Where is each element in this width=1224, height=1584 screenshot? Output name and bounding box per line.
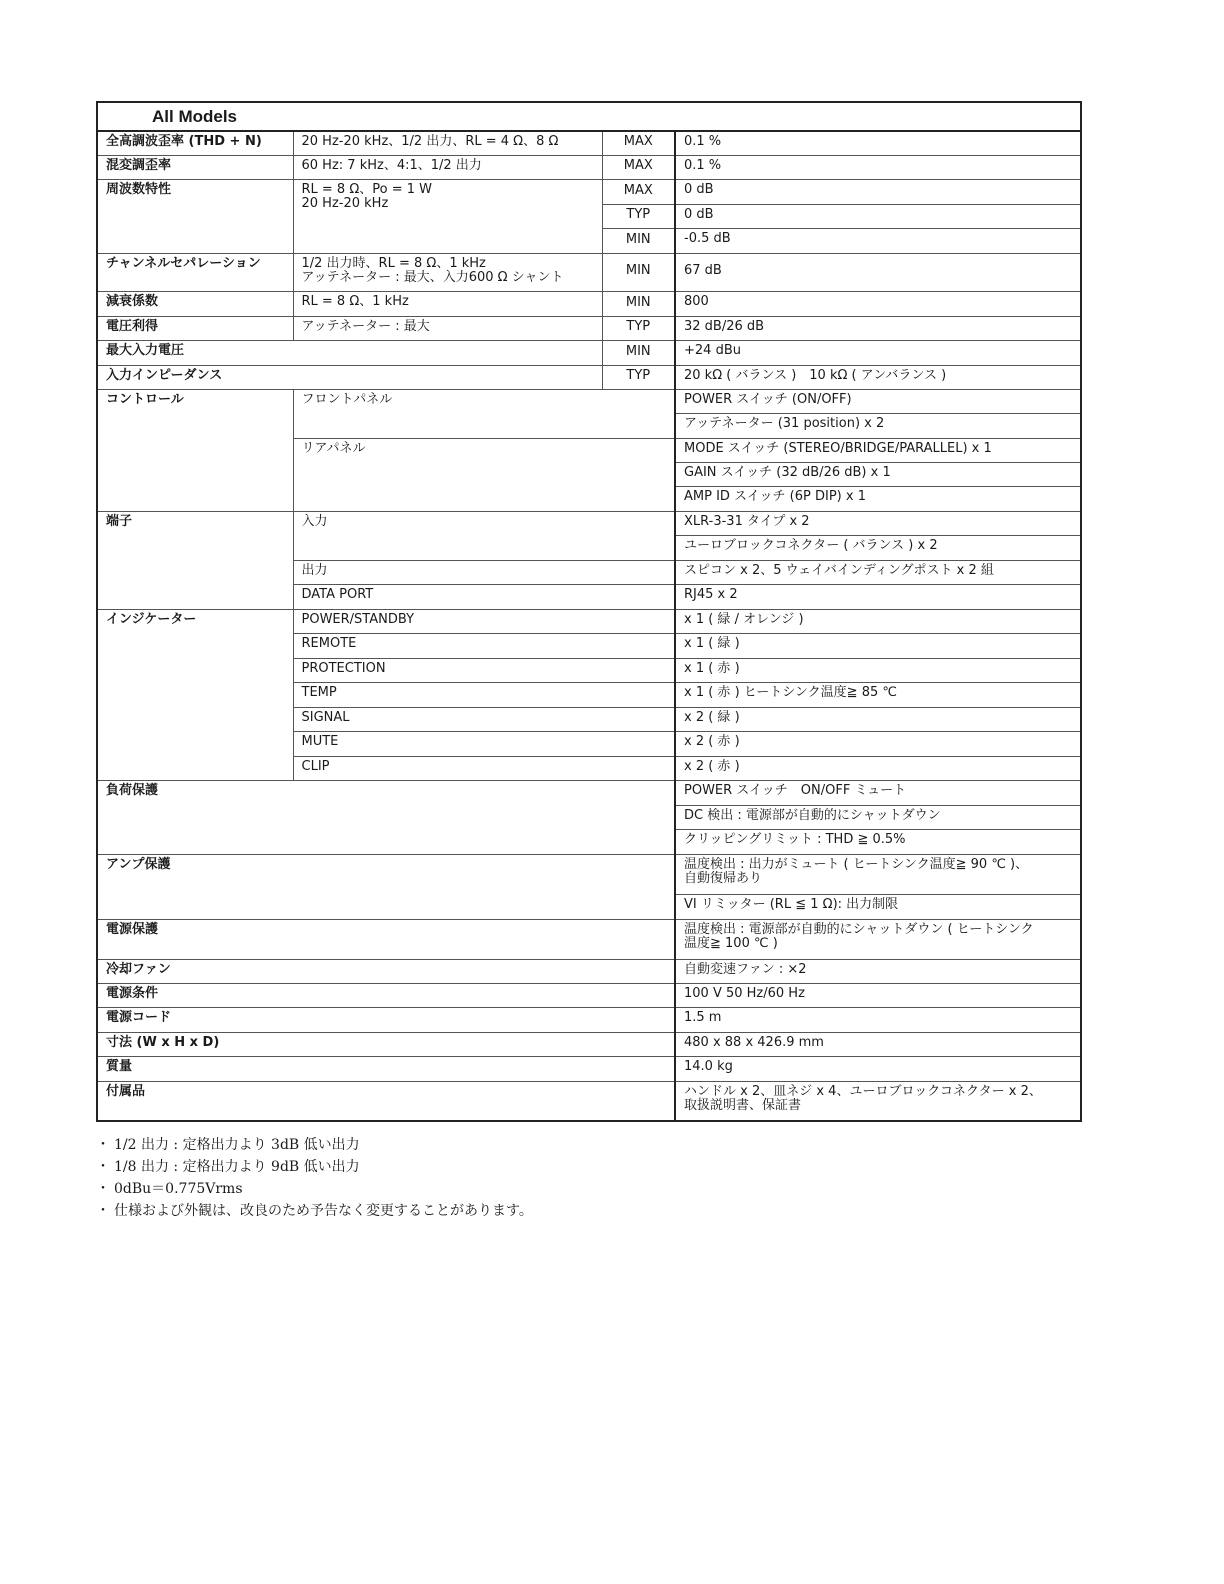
spec-name: 混変調歪率	[97, 155, 293, 179]
spec-condition: アッテネーター : 最大	[293, 316, 602, 340]
table-row	[97, 365, 1081, 389]
spec-name: 最大入力電圧	[97, 340, 293, 365]
table-row	[97, 854, 1081, 894]
footnote	[96, 1178, 1080, 1200]
spec-value	[675, 854, 1081, 894]
spec-value: 0.1 %	[675, 131, 1081, 155]
spec-value: 14.0 kg	[675, 1056, 1081, 1081]
spec-value-line: 温度検出 : 電源部が自動的にシャットダウン ( ヒートシンク	[684, 921, 1034, 937]
spec-condition-line: RL = 8 Ω、Po = 1 W	[301, 181, 433, 197]
spec-value-line: 自動復帰あり	[684, 870, 763, 886]
spec-sub-label: REMOTE	[293, 633, 675, 658]
spec-value: x 2 ( 赤 )	[675, 756, 1081, 780]
spec-name: 冷却ファン	[97, 959, 675, 983]
table-row	[97, 1081, 1081, 1121]
table-row	[97, 983, 1081, 1007]
spec-value: 800	[675, 291, 1081, 316]
spec-value: -0.5 dB	[675, 228, 1081, 253]
bullet: ・	[96, 1159, 110, 1175]
spec-unit: MIN	[602, 340, 675, 365]
spec-value: x 2 ( 緑 )	[675, 707, 1081, 731]
spec-value: x 2 ( 赤 )	[675, 731, 1081, 756]
spec-value-line: ハンドル x 2、皿ネジ x 4、ユーロブロックコネクター x 2、	[684, 1083, 1042, 1099]
spec-value: XLR-3-31 タイプ x 2	[675, 511, 1081, 535]
spec-name: 電源コード	[97, 1007, 675, 1032]
spec-name: 端子	[97, 511, 293, 609]
spec-condition: 20 Hz-20 kHz、1/2 出力、RL = 4 Ω、8 Ω	[293, 131, 602, 155]
spec-value-line: 温度≧ 100 ℃ )	[684, 935, 778, 951]
spec-sub-label: DATA PORT	[293, 584, 675, 609]
table-row	[97, 131, 1081, 155]
spec-name: 全高調波歪率 (THD + N)	[97, 131, 293, 155]
spec-sheet	[96, 101, 1080, 1122]
spec-name: 減衰係数	[97, 291, 293, 316]
spec-name: 寸法 (W x H x D)	[97, 1032, 675, 1056]
spec-value: 67 dB	[675, 253, 1081, 291]
spec-sub-label: TEMP	[293, 682, 675, 707]
spec-condition-line: 1/2 出力時、RL = 8 Ω、1 kHz	[301, 255, 486, 271]
spec-table	[96, 101, 1082, 1122]
spec-name: 負荷保護	[97, 780, 675, 854]
table-row	[97, 291, 1081, 316]
spec-unit: MIN	[602, 228, 675, 253]
bullet: ・	[96, 1181, 110, 1197]
spec-value: POWER スイッチ ON/OFF ミュート	[675, 780, 1081, 805]
spec-sub-label: CLIP	[293, 756, 675, 780]
bullet: ・	[96, 1137, 110, 1153]
spec-name: インジケーター	[97, 609, 293, 780]
spec-value: x 1 ( 緑 / オレンジ )	[675, 609, 1081, 633]
spec-sub-label: PROTECTION	[293, 658, 675, 682]
spec-value: x 1 ( 緑 )	[675, 633, 1081, 658]
table-row	[97, 340, 1081, 365]
spec-unit: MIN	[602, 291, 675, 316]
spec-name: コントロール	[97, 389, 293, 511]
footnote	[96, 1134, 1080, 1156]
spec-value: ユーロブロックコネクター ( バランス ) x 2	[675, 535, 1081, 560]
spec-sub-label: 出力	[293, 560, 675, 584]
bullet: ・	[96, 1203, 110, 1219]
spec-condition	[293, 179, 602, 253]
spec-value	[675, 919, 1081, 959]
spec-name: アンプ保護	[97, 854, 675, 919]
footnote-text: 0dBu＝0.775Vrms	[114, 1181, 243, 1197]
spec-name: 入力インピーダンス	[97, 365, 293, 389]
header-row	[97, 102, 1081, 131]
spec-name: 電源条件	[97, 983, 675, 1007]
table-row	[97, 179, 1081, 204]
spec-name: 電源保護	[97, 919, 675, 959]
table-title: All Models	[97, 102, 1081, 131]
spec-unit: TYP	[602, 365, 675, 389]
footnotes	[96, 1134, 1080, 1222]
table-row	[97, 609, 1081, 633]
spec-value: 0 dB	[675, 204, 1081, 228]
spec-unit: MAX	[602, 179, 675, 204]
footnote	[96, 1200, 1080, 1222]
table-row	[97, 1032, 1081, 1056]
footnote-text: 1/8 出力 : 定格出力より 9dB 低い出力	[114, 1159, 360, 1175]
spec-condition: 60 Hz: 7 kHz、4:1、1/2 出力	[293, 155, 602, 179]
spec-name: 電圧利得	[97, 316, 293, 340]
spec-value: GAIN スイッチ (32 dB/26 dB) x 1	[675, 462, 1081, 486]
spec-value: RJ45 x 2	[675, 584, 1081, 609]
spec-value: 32 dB/26 dB	[675, 316, 1081, 340]
table-row	[97, 511, 1081, 535]
spec-sub-label: POWER/STANDBY	[293, 609, 675, 633]
spec-value: 0 dB	[675, 179, 1081, 204]
spec-value-line: 取扱説明書、保証書	[684, 1097, 802, 1113]
table-row	[97, 1056, 1081, 1081]
spec-condition-line: アッテネーター : 最大、入力600 Ω シャント	[301, 269, 564, 285]
spec-unit: MAX	[602, 155, 675, 179]
spec-name: 付属品	[97, 1081, 675, 1121]
spec-sub-label: 入力	[293, 511, 675, 560]
spec-value: VI リミッター (RL ≦ 1 Ω): 出力制限	[675, 894, 1081, 919]
spec-value: 480 x 88 x 426.9 mm	[675, 1032, 1081, 1056]
spec-unit: TYP	[602, 316, 675, 340]
spec-unit: TYP	[602, 204, 675, 228]
spec-unit: MIN	[602, 253, 675, 291]
footnote-text: 1/2 出力 : 定格出力より 3dB 低い出力	[114, 1137, 360, 1153]
spec-value: AMP ID スイッチ (6P DIP) x 1	[675, 486, 1081, 511]
spec-value: 自動変速ファン : ×2	[675, 959, 1081, 983]
spec-value: 20 kΩ ( バランス ) 10 kΩ ( アンバランス )	[675, 365, 1081, 389]
spec-name: 周波数特性	[97, 179, 293, 253]
table-row	[97, 1007, 1081, 1032]
spec-value: x 1 ( 赤 )	[675, 658, 1081, 682]
spec-sub-label: リアパネル	[293, 438, 675, 511]
spec-condition	[293, 365, 602, 389]
spec-value: +24 dBu	[675, 340, 1081, 365]
spec-value: POWER スイッチ (ON/OFF)	[675, 389, 1081, 413]
table-row	[97, 155, 1081, 179]
spec-value-line: 温度検出 : 出力がミュート ( ヒートシンク温度≧ 90 ℃ )、	[684, 856, 1029, 872]
spec-value: スピコン x 2、5 ウェイバインディングポスト x 2 組	[675, 560, 1081, 584]
spec-name: 質量	[97, 1056, 675, 1081]
spec-condition	[293, 340, 602, 365]
spec-value: 1.5 m	[675, 1007, 1081, 1032]
table-row	[97, 780, 1081, 805]
spec-value: DC 検出 : 電源部が自動的にシャットダウン	[675, 805, 1081, 829]
spec-value: MODE スイッチ (STEREO/BRIDGE/PARALLEL) x 1	[675, 438, 1081, 462]
table-row	[97, 919, 1081, 959]
spec-value: x 1 ( 赤 ) ヒートシンク温度≧ 85 ℃	[675, 682, 1081, 707]
table-row	[97, 253, 1081, 291]
footnote-text: 仕様および外観は、改良のため予告なく変更することがあります。	[114, 1203, 533, 1219]
spec-value: クリッピングリミット : THD ≧ 0.5%	[675, 829, 1081, 854]
spec-value	[675, 1081, 1081, 1121]
table-row	[97, 389, 1081, 413]
footnote	[96, 1156, 1080, 1178]
spec-unit: MAX	[602, 131, 675, 155]
table-row	[97, 959, 1081, 983]
spec-value: アッテネーター (31 position) x 2	[675, 413, 1081, 438]
spec-sub-label: SIGNAL	[293, 707, 675, 731]
spec-condition	[293, 253, 602, 291]
spec-value: 0.1 %	[675, 155, 1081, 179]
spec-sub-label: MUTE	[293, 731, 675, 756]
table-row	[97, 316, 1081, 340]
spec-condition: RL = 8 Ω、1 kHz	[293, 291, 602, 316]
spec-name: チャンネルセパレーション	[97, 253, 293, 291]
spec-condition-line: 20 Hz-20 kHz	[301, 195, 389, 211]
spec-value: 100 V 50 Hz/60 Hz	[675, 983, 1081, 1007]
spec-sub-label: フロントパネル	[293, 389, 675, 438]
